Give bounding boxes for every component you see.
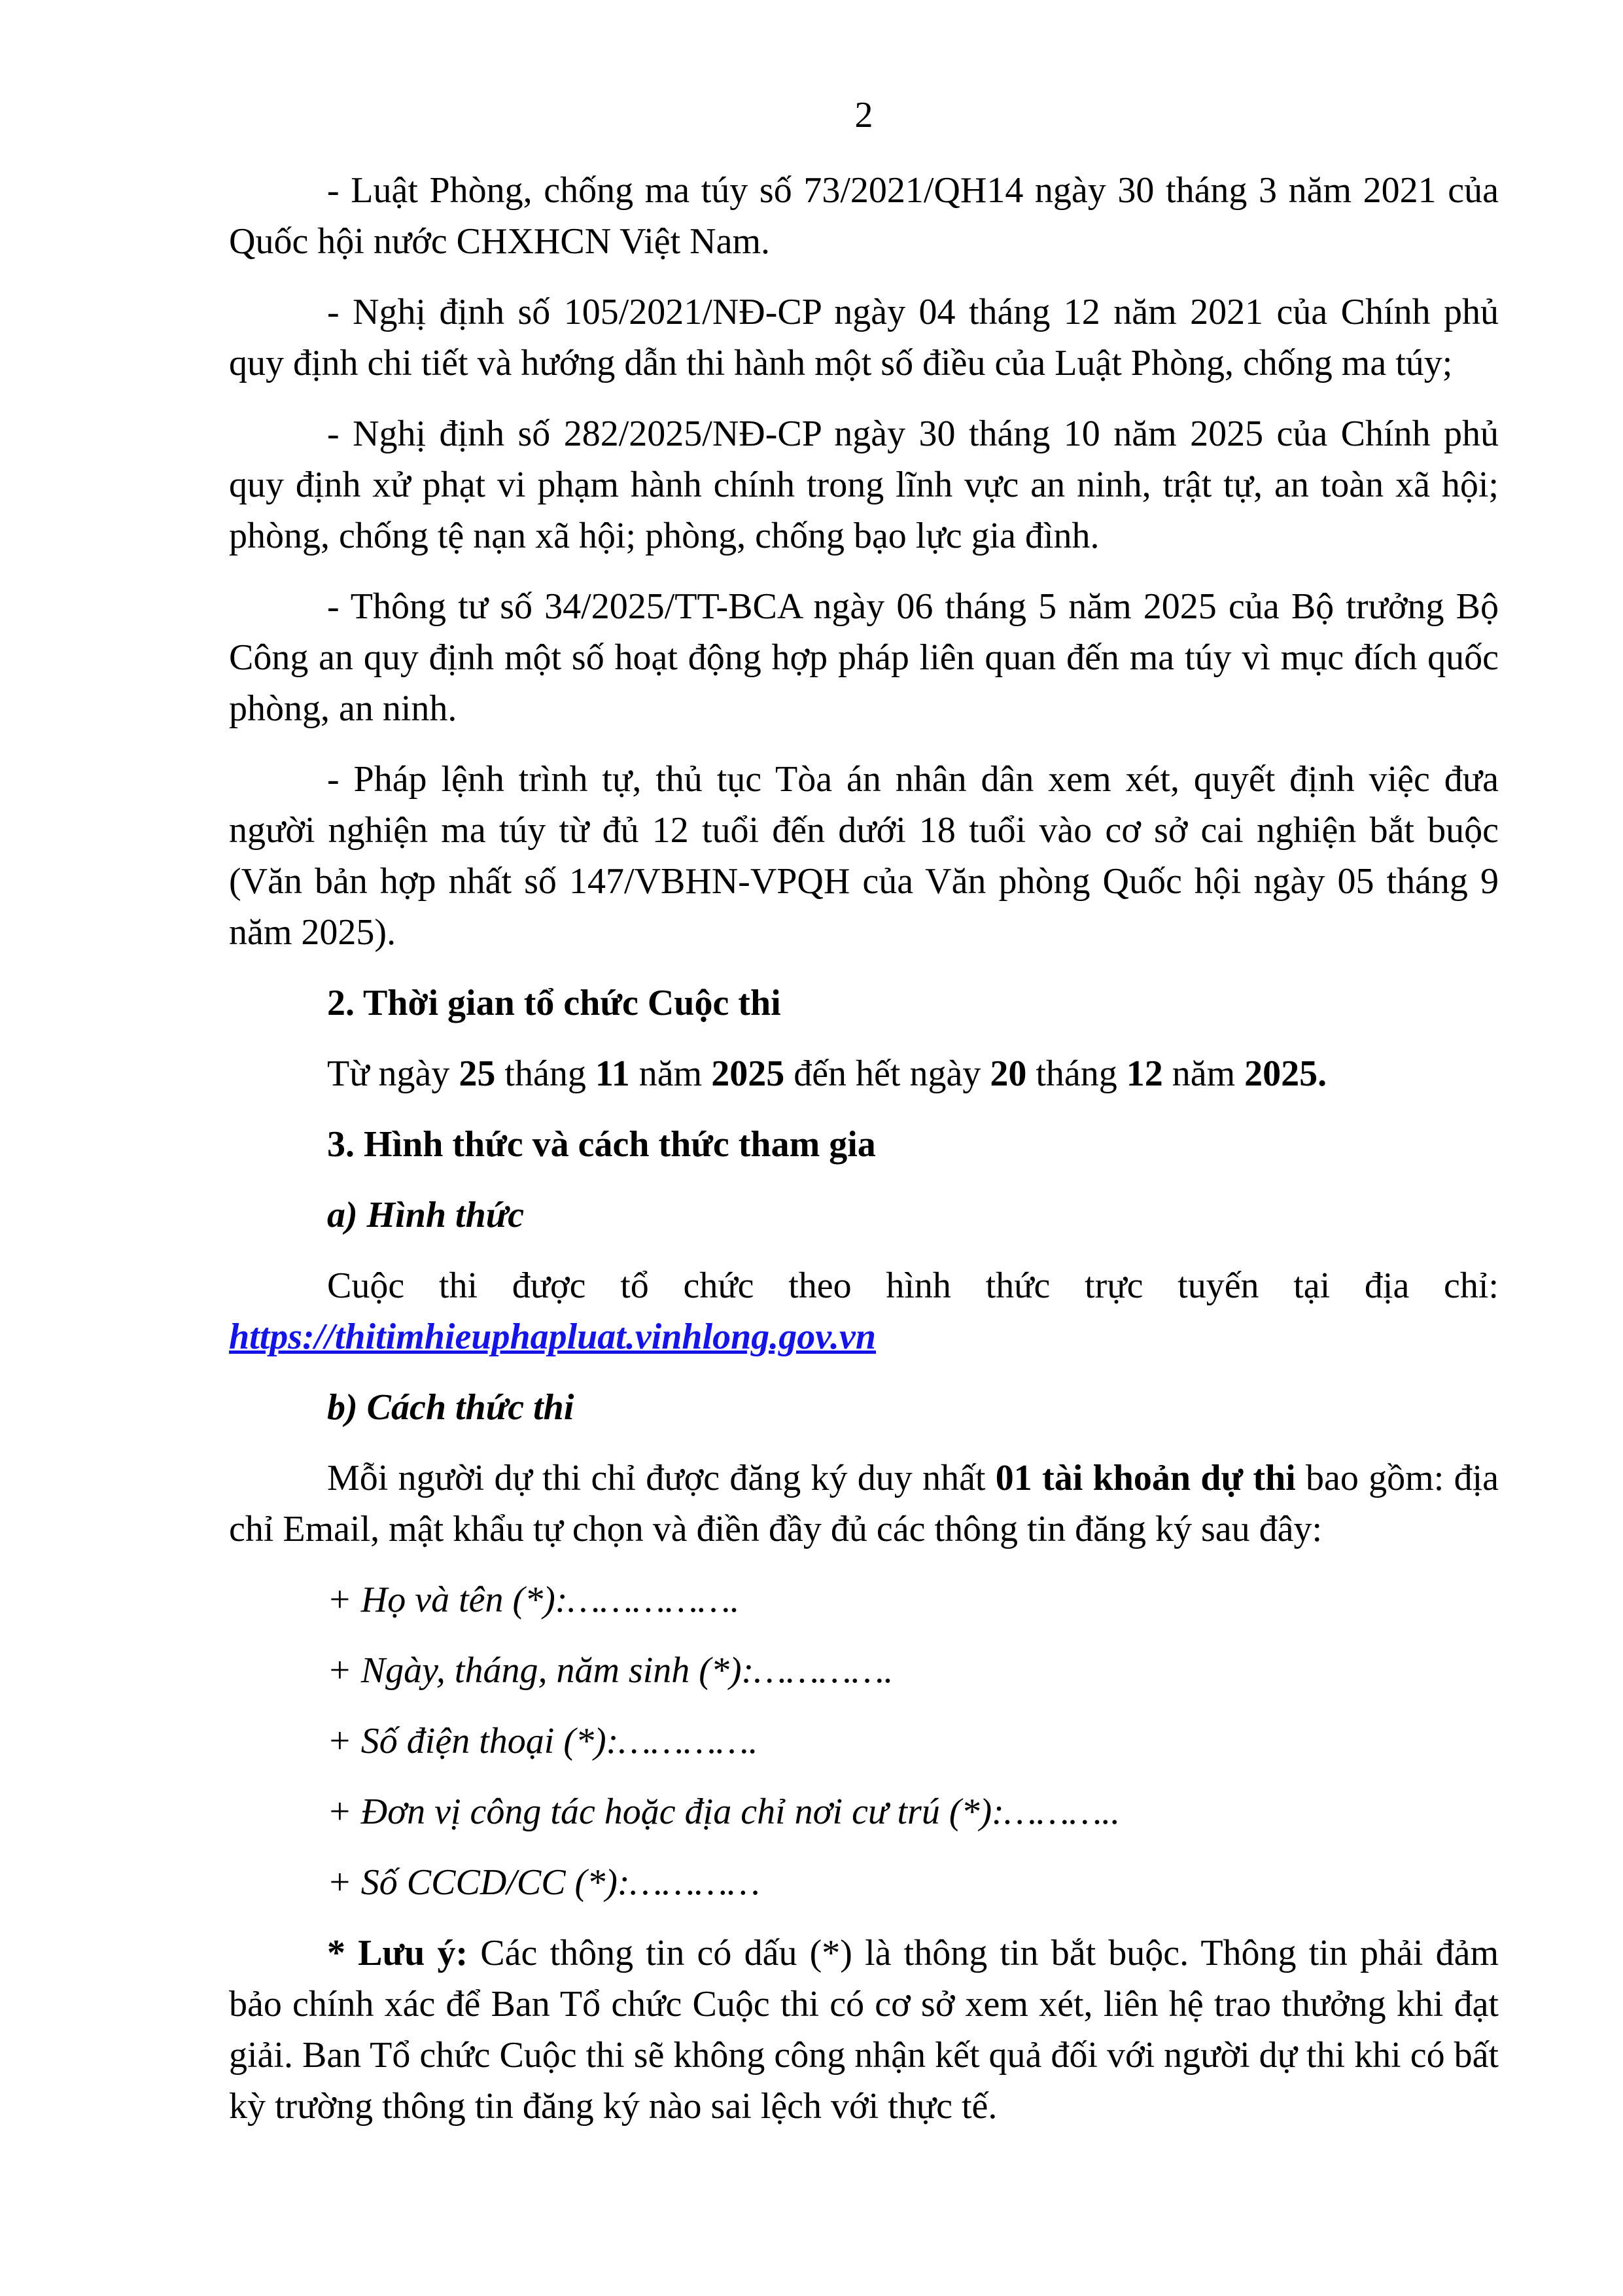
text-segment: - Luật Phòng, chống ma túy số 73/2021/QH14 ngày 30 tháng 3 năm 2021 của Quốc hội nước CHXHCN Việt Nam. xyxy=(229,170,1499,262)
note-paragraph xyxy=(229,1928,1499,2132)
legal-basis-ordinance-paragraph xyxy=(229,754,1499,958)
text-segment: b) Cách thức thi xyxy=(327,1387,574,1428)
text-segment: - Nghị định số 282/2025/NĐ-CP ngày 30 tháng 10 năm 2025 của Chính phủ quy định xử phạt vi phạm hành chính trong lĩnh vực an ninh, trật tự, an toàn xã hội; phòng, chống tệ nạn xã hội; phòng, chống bạo lực gia đình. xyxy=(229,414,1499,556)
text-segment: + Ngày, tháng, năm sinh (*):…………. xyxy=(327,1650,894,1691)
text-segment: - Pháp lệnh trình tự, thủ tục Tòa án nhân dân xem xét, quyết định việc đưa người nghiện ma túy từ đủ 12 tuổi đến dưới 18 tuổi vào cơ sở cai nghiện bắt buộc (Văn bản hợp nhất số 147/VBHN-VPQH của Văn phòng Quốc hội ngày 05 tháng 9 năm 2025). xyxy=(229,759,1499,953)
contest-duration-paragraph xyxy=(229,1048,1499,1099)
contest-url-link[interactable]: https://thitimhieuphapluat.vinhlong.gov.vn xyxy=(229,1316,877,1357)
text-segment: + Đơn vị công tác hoặc địa chỉ nơi cư trú (*):……….. xyxy=(327,1792,1121,1832)
text-segment: năm xyxy=(629,1053,712,1094)
text-segment: năm xyxy=(1162,1053,1245,1094)
registration-field-idnumber xyxy=(229,1857,1499,1908)
text-segment: Cuộc thi được tổ chức theo hình thức trực tuyến tại địa chỉ: xyxy=(327,1265,1499,1306)
text-segment: Mỗi người dự thi chỉ được đăng ký duy nhất xyxy=(327,1458,996,1498)
legal-basis-law-paragraph xyxy=(229,165,1499,267)
page-number: 2 xyxy=(854,95,873,135)
legal-basis-circular-paragraph xyxy=(229,581,1499,734)
text-segment: 11 xyxy=(595,1053,630,1094)
registration-field-fullname xyxy=(229,1574,1499,1625)
text-segment: Từ ngày xyxy=(327,1053,459,1094)
text-segment: 2025. xyxy=(1244,1053,1327,1094)
text-segment: + Họ và tên (*):……………. xyxy=(327,1580,740,1620)
legal-basis-decree-105-paragraph xyxy=(229,287,1499,389)
text-segment: 01 tài khoản dự thi xyxy=(995,1458,1296,1498)
text-segment: + Số CCCD/CC (*):………… xyxy=(327,1862,760,1903)
text-segment: + Số điện thoại (*):…………. xyxy=(327,1721,758,1761)
registration-field-birthdate xyxy=(229,1645,1499,1696)
registration-rule-paragraph xyxy=(229,1453,1499,1555)
text-segment: a) Hình thức xyxy=(327,1195,525,1235)
subsection-heading-method xyxy=(229,1382,1499,1433)
text-segment: * Lưu ý: xyxy=(327,1933,468,1973)
section-heading-format xyxy=(229,1119,1499,1170)
text-segment: 2025 xyxy=(711,1053,785,1094)
text-segment: Các thông tin có dấu (*) là thông tin bắt buộc. Thông tin phải đảm bảo chính xác để Ban Tổ chức Cuộc thi có cơ sở xem xét, liên hệ trao thưởng khi đạt giải. Ban Tổ chức Cuộc thi sẽ không công nhận kết quả đối với người dự thi khi có bất kỳ trường thông tin đăng ký nào sai lệch với thực tế. xyxy=(229,1933,1499,2127)
text-segment: đến hết ngày xyxy=(784,1053,990,1094)
text-segment: - Thông tư số 34/2025/TT-BCA ngày 06 tháng 5 năm 2025 của Bộ trưởng Bộ Công an quy định một số hoạt động hợp pháp liên quan đến ma túy vì mục đích quốc phòng, an ninh. xyxy=(229,586,1499,729)
text-segment: 3. Hình thức và cách thức tham gia xyxy=(327,1124,876,1165)
text-segment: tháng xyxy=(495,1053,595,1094)
text-segment: 25 xyxy=(459,1053,496,1094)
registration-field-workplace xyxy=(229,1786,1499,1837)
text-segment: 20 xyxy=(990,1053,1027,1094)
text-segment: - Nghị định số 105/2021/NĐ-CP ngày 04 tháng 12 năm 2021 của Chính phủ quy định chi tiết và hướng dẫn thi hành một số điều của Luật Phòng, chống ma túy; xyxy=(229,292,1499,383)
section-heading-time xyxy=(229,978,1499,1029)
legal-basis-decree-282-paragraph xyxy=(229,408,1499,561)
text-segment: bao gồm: địa chỉ Email, mật khẩu tự chọn và điền đầy đủ các thông tin đăng ký sau đây: xyxy=(229,1458,1499,1549)
subsection-heading-format xyxy=(229,1190,1499,1241)
text-segment: tháng xyxy=(1026,1053,1126,1094)
text-segment: 12 xyxy=(1126,1053,1163,1094)
registration-field-phone xyxy=(229,1716,1499,1767)
document-body xyxy=(229,165,1499,2151)
contest-format-paragraph xyxy=(229,1260,1499,1362)
text-segment: 2. Thời gian tổ chức Cuộc thi xyxy=(327,983,781,1023)
